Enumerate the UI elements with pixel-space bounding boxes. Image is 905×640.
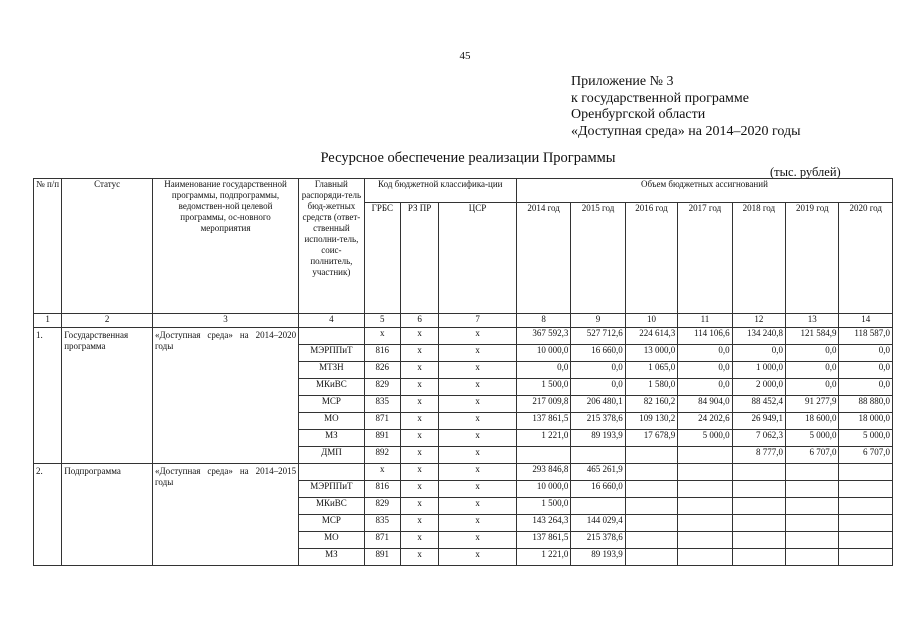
header-year: 2019 год (786, 203, 839, 314)
row-csr: x (439, 430, 517, 447)
column-number: 2 (62, 314, 153, 328)
row-rzpr: x (400, 396, 438, 413)
row-amount: 0,0 (839, 362, 893, 379)
row-amount (678, 515, 732, 532)
row-grbs-code: 892 (364, 447, 400, 464)
row-amount: 10 000,0 (516, 345, 570, 362)
row-amount: 114 106,6 (678, 328, 732, 345)
row-amount: 0,0 (516, 362, 570, 379)
table-row (34, 328, 893, 345)
row-amount: 0,0 (678, 379, 732, 396)
row-amount: 121 584,9 (786, 328, 839, 345)
row-amount: 118 587,0 (839, 328, 893, 345)
row-amount: 109 130,2 (625, 413, 677, 430)
row-grbs-code: 891 (364, 430, 400, 447)
row-csr: x (439, 549, 517, 566)
row-grbs-code: 871 (364, 532, 400, 549)
column-number: 8 (516, 314, 570, 328)
row-amount: 7 062,3 (732, 430, 785, 447)
column-number: 3 (152, 314, 298, 328)
column-number: 5 (364, 314, 400, 328)
row-amount (625, 532, 677, 549)
column-number: 11 (678, 314, 732, 328)
row-amount (732, 481, 785, 498)
row-amount: 17 678,9 (625, 430, 677, 447)
row-amount: 89 193,9 (571, 430, 625, 447)
row-csr: x (439, 464, 517, 481)
row-amount: 5 000,0 (839, 430, 893, 447)
row-csr: x (439, 498, 517, 515)
appendix-line: Оренбургской области (571, 107, 706, 122)
row-amount: 6 707,0 (786, 447, 839, 464)
row-grbs-main: МСР (299, 396, 365, 413)
row-amount: 0,0 (839, 345, 893, 362)
header-csr: ЦСР (439, 203, 517, 314)
row-amount (678, 464, 732, 481)
row-rzpr: x (400, 532, 438, 549)
row-rzpr: x (400, 362, 438, 379)
row-amount (786, 549, 839, 566)
row-grbs-main: МТЗН (299, 362, 365, 379)
row-number: 2. (34, 464, 62, 566)
row-rzpr: x (400, 515, 438, 532)
row-amount (839, 515, 893, 532)
row-amount: 137 861,5 (516, 413, 570, 430)
row-amount: 1 500,0 (516, 379, 570, 396)
row-grbs-main: МЭРППиТ (299, 345, 365, 362)
row-amount: 0,0 (678, 362, 732, 379)
row-amount (516, 447, 570, 464)
row-grbs-code: 816 (364, 481, 400, 498)
row-amount: 5 000,0 (678, 430, 732, 447)
row-amount (786, 464, 839, 481)
row-name: «Доступная среда» на 2014–2020 годы (152, 328, 298, 464)
row-amount: 1 221,0 (516, 430, 570, 447)
row-amount (625, 498, 677, 515)
row-amount: 1 000,0 (732, 362, 785, 379)
row-amount: 18 600,0 (786, 413, 839, 430)
row-amount (732, 464, 785, 481)
row-amount: 88 452,4 (732, 396, 785, 413)
row-amount: 143 264,3 (516, 515, 570, 532)
header-year: 2020 год (839, 203, 893, 314)
row-amount: 0,0 (786, 379, 839, 396)
row-amount (786, 532, 839, 549)
table-row (34, 464, 893, 481)
row-rzpr: x (400, 447, 438, 464)
header-grbs: ГРБС (364, 203, 400, 314)
row-amount (678, 549, 732, 566)
row-amount: 13 000,0 (625, 345, 677, 362)
row-amount (678, 481, 732, 498)
row-amount: 8 777,0 (732, 447, 785, 464)
row-rzpr: x (400, 464, 438, 481)
row-amount: 2 000,0 (732, 379, 785, 396)
row-amount (839, 532, 893, 549)
row-grbs-code: 829 (364, 498, 400, 515)
row-grbs-code: x (364, 464, 400, 481)
row-grbs-main: МЗ (299, 430, 365, 447)
row-csr: x (439, 515, 517, 532)
row-amount: 82 160,2 (625, 396, 677, 413)
row-amount: 18 000,0 (839, 413, 893, 430)
row-status: Подпрограмма (62, 464, 153, 566)
appendix-header (571, 74, 801, 140)
row-amount: 89 193,9 (571, 549, 625, 566)
document-title: Ресурсное обеспечение реализации Программы (320, 150, 616, 166)
row-amount: 0,0 (732, 345, 785, 362)
row-amount: 26 949,1 (732, 413, 785, 430)
header-num: № п/п (34, 179, 62, 314)
row-amount: 10 000,0 (516, 481, 570, 498)
row-grbs-main: МЭРППиТ (299, 481, 365, 498)
appendix-line: к государственной программе (571, 90, 749, 106)
row-csr: x (439, 532, 517, 549)
row-csr: x (439, 345, 517, 362)
header-year: 2017 год (678, 203, 732, 314)
row-amount (786, 515, 839, 532)
row-amount: 1 221,0 (516, 549, 570, 566)
row-status: Государственная программа (62, 328, 153, 464)
row-grbs-code: 835 (364, 515, 400, 532)
row-amount: 88 880,0 (839, 396, 893, 413)
row-amount: 293 846,8 (516, 464, 570, 481)
row-amount (732, 498, 785, 515)
page-number: 45 (459, 50, 471, 62)
row-grbs-main: МЗ (299, 549, 365, 566)
row-amount (839, 549, 893, 566)
header-budget-code: Код бюджетной классифика-ции (364, 179, 516, 203)
row-grbs-code: 816 (364, 345, 400, 362)
row-amount: 206 480,1 (571, 396, 625, 413)
row-number: 1. (34, 328, 62, 464)
row-amount: 84 904,0 (678, 396, 732, 413)
column-number: 9 (571, 314, 625, 328)
row-amount (678, 532, 732, 549)
row-rzpr: x (400, 328, 438, 345)
row-amount (839, 464, 893, 481)
column-number: 13 (786, 314, 839, 328)
row-csr: x (439, 328, 517, 345)
row-amount: 527 712,6 (571, 328, 625, 345)
row-csr: x (439, 413, 517, 430)
row-amount: 0,0 (571, 379, 625, 396)
row-amount (732, 515, 785, 532)
row-amount: 0,0 (786, 362, 839, 379)
row-amount (571, 498, 625, 515)
column-number: 12 (732, 314, 785, 328)
row-rzpr: x (400, 430, 438, 447)
row-amount: 16 660,0 (571, 345, 625, 362)
column-number: 6 (400, 314, 438, 328)
row-amount: 224 614,3 (625, 328, 677, 345)
row-amount (732, 532, 785, 549)
row-csr: x (439, 362, 517, 379)
row-amount (678, 447, 732, 464)
row-csr: x (439, 379, 517, 396)
row-csr: x (439, 447, 517, 464)
row-amount: 91 277,9 (786, 396, 839, 413)
row-grbs-code: 829 (364, 379, 400, 396)
row-amount: 0,0 (678, 345, 732, 362)
appendix-line: Приложение № 3 (571, 74, 674, 89)
row-amount (839, 481, 893, 498)
row-rzpr: x (400, 498, 438, 515)
row-grbs-main: МКиВС (299, 498, 365, 515)
resource-table (33, 178, 893, 566)
row-amount: 5 000,0 (786, 430, 839, 447)
row-amount (678, 498, 732, 515)
row-amount: 215 378,6 (571, 532, 625, 549)
row-grbs-code: 826 (364, 362, 400, 379)
row-amount: 24 202,6 (678, 413, 732, 430)
column-number: 1 (34, 314, 62, 328)
header-year: 2014 год (516, 203, 570, 314)
header-year: 2018 год (732, 203, 785, 314)
row-amount (625, 549, 677, 566)
row-grbs-main: МО (299, 532, 365, 549)
row-grbs-main: МСР (299, 515, 365, 532)
row-amount (625, 447, 677, 464)
header-status: Статус (62, 179, 153, 314)
row-amount: 1 580,0 (625, 379, 677, 396)
row-amount: 1 065,0 (625, 362, 677, 379)
header-allocations: Объем бюджетных ассигнований (516, 179, 892, 203)
row-rzpr: x (400, 379, 438, 396)
row-amount: 134 240,8 (732, 328, 785, 345)
row-amount (732, 549, 785, 566)
row-amount: 367 592,3 (516, 328, 570, 345)
row-amount: 217 009,8 (516, 396, 570, 413)
header-name: Наименование государственной программы, подпрограммы, ведомствен-ной целевой программы, ос-новного мероприятия (152, 179, 298, 314)
row-grbs-code: x (364, 328, 400, 345)
row-amount: 6 707,0 (839, 447, 893, 464)
row-grbs-main: МКиВС (299, 379, 365, 396)
row-csr: x (439, 481, 517, 498)
row-amount: 465 261,9 (571, 464, 625, 481)
row-amount: 0,0 (786, 345, 839, 362)
row-name: «Доступная среда» на 2014–2015 годы (152, 464, 298, 566)
row-grbs-main (299, 464, 365, 481)
header-year: 2015 год (571, 203, 625, 314)
row-amount (625, 481, 677, 498)
row-amount: 0,0 (839, 379, 893, 396)
row-grbs-code: 835 (364, 396, 400, 413)
header-rzpr: РЗ ПР (400, 203, 438, 314)
row-grbs-code: 891 (364, 549, 400, 566)
column-number: 7 (439, 314, 517, 328)
header-grbs-main: Главный распоряди-тель бюд-жетных средств (ответ-ственный исполни-тель, соис-полнитель, участник) (299, 179, 365, 314)
appendix-line: «Доступная среда» на 2014–2020 годы (571, 123, 801, 139)
row-amount (786, 498, 839, 515)
row-grbs-main (299, 328, 365, 345)
column-number: 10 (625, 314, 677, 328)
row-rzpr: x (400, 481, 438, 498)
units-label: (тыс. рублей) (770, 165, 841, 179)
row-rzpr: x (400, 549, 438, 566)
row-grbs-main: МО (299, 413, 365, 430)
row-grbs-code: 871 (364, 413, 400, 430)
row-amount: 215 378,6 (571, 413, 625, 430)
row-amount (839, 498, 893, 515)
row-csr: x (439, 396, 517, 413)
row-rzpr: x (400, 413, 438, 430)
table-body (34, 328, 893, 566)
column-number: 14 (839, 314, 893, 328)
row-amount (571, 447, 625, 464)
row-amount: 0,0 (571, 362, 625, 379)
row-amount (625, 464, 677, 481)
row-rzpr: x (400, 345, 438, 362)
row-amount: 1 500,0 (516, 498, 570, 515)
column-number: 4 (299, 314, 365, 328)
row-amount: 144 029,4 (571, 515, 625, 532)
row-amount: 16 660,0 (571, 481, 625, 498)
header-year: 2016 год (625, 203, 677, 314)
row-grbs-main: ДМП (299, 447, 365, 464)
row-amount (625, 515, 677, 532)
row-amount: 137 861,5 (516, 532, 570, 549)
row-amount (786, 481, 839, 498)
